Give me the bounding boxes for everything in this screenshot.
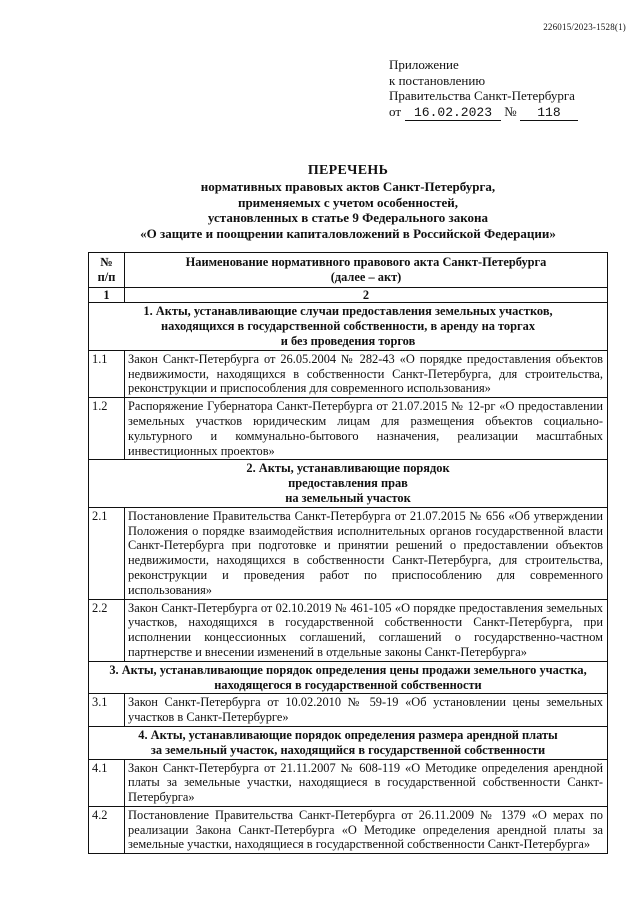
section-title-line: 1. Акты, устанавливающие случаи предоставления земельных участков,	[143, 304, 553, 319]
header-num-line2: п/п	[97, 269, 116, 284]
index-row	[89, 287, 608, 303]
table-row	[89, 759, 608, 806]
row-text: Закон Санкт-Петербурга от 02.10.2019 № 461-105 «О порядке предоставления земельных участков, находящихся в государственной собственности Санкт-Петербурга, при исполнении концессионных соглашений, соглашений о государственно-частном партнерстве и внесении изменений в отдельные законы Санкт-Петербурга»	[125, 599, 608, 661]
index-cell: 1	[89, 287, 125, 303]
table-row	[89, 599, 608, 661]
section-title-line: 4. Акты, устанавливающие порядок определения размера арендной платы	[138, 727, 558, 742]
section-title	[89, 460, 608, 507]
section-row	[89, 726, 608, 759]
title-line: установленных в статье 9 Федерального закона	[207, 210, 489, 226]
document-id: 226015/2023-1528(1)	[543, 22, 626, 32]
title-line: нормативных правовых актов Санкт-Петербурга,	[200, 179, 496, 195]
resolution-number: 118	[520, 105, 578, 122]
appendix-block	[389, 57, 578, 121]
section-title-line: на земельный участок	[285, 490, 411, 505]
section-title	[89, 726, 608, 759]
appendix-line: Приложение	[389, 57, 459, 72]
header-name	[125, 253, 608, 288]
title-line: «О защите и поощрении капиталовложений в Российской Федерации»	[140, 225, 556, 241]
section-title	[89, 661, 608, 694]
row-text: Распоряжение Губернатора Санкт-Петербурга от 21.07.2015 № 12-рг «О предоставлении земельных участков юридическим лицам для размещения объектов социально-культурного и коммунально-бытового назначения, реализации масштабных инвестиционных проектов»	[125, 398, 608, 460]
row-text: Закон Санкт-Петербурга от 10.02.2010 № 59-19 «Об установлении цены земельных участков в Санкт-Петербурге»	[125, 694, 608, 727]
section-row	[89, 661, 608, 694]
table-row	[89, 507, 608, 599]
section-title-line: находящегося в государственной собственности	[214, 677, 482, 692]
row-number: 4.2	[89, 806, 125, 853]
row-number: 4.1	[89, 759, 125, 806]
section-title-line: находящихся в государственной собственности, в аренду на торгах	[160, 319, 536, 334]
acts-table	[88, 252, 608, 854]
title-main: ПЕРЕЧЕНЬ	[307, 163, 389, 178]
resolution-date: 16.02.2023	[405, 105, 501, 122]
appendix-date-line	[389, 104, 578, 122]
row-number: 1.1	[89, 350, 125, 397]
date-prefix: от	[389, 103, 402, 119]
row-text: Постановление Правительства Санкт-Петербурга от 26.11.2009 № 1379 «О мерах по реализации Закона Санкт-Петербурга «О Методике определения арендной платы за земельные участки, находящиеся в государственной собственности Санкт-Петербурга»	[125, 806, 608, 853]
row-number: 1.2	[89, 398, 125, 460]
row-text: Закон Санкт-Петербурга от 21.11.2007 № 608-119 «О Методике определения арендной платы за земельные участки, находящиеся в государственной собственности Санкт-Петербурга»	[125, 759, 608, 806]
document-title	[88, 163, 608, 241]
section-row	[89, 460, 608, 507]
table-row	[89, 806, 608, 853]
row-number: 2.1	[89, 507, 125, 599]
row-number: 3.1	[89, 694, 125, 727]
appendix-line: к постановлению	[389, 72, 486, 88]
section-title-line: 3. Акты, устанавливающие порядок определения цены продажи земельного участка,	[109, 662, 587, 677]
row-text: Закон Санкт-Петербурга от 26.05.2004 № 282-43 «О порядке предоставления объектов недвижимости, находящихся в собственности Санкт-Петербурга, для строительства, реконструкции и приспособления для современного использования»	[125, 350, 608, 397]
title-line: применяемых с учетом особенностей,	[237, 194, 459, 210]
header-name-line2: (далее – акт)	[330, 269, 402, 284]
index-cell: 2	[125, 287, 608, 303]
table-row	[89, 350, 608, 397]
header-name-line1: Наименование нормативного правового акта Санкт-Петербурга	[185, 255, 547, 269]
row-number: 2.2	[89, 599, 125, 661]
table-row	[89, 398, 608, 460]
row-text: Постановление Правительства Санкт-Петербурга от 21.07.2015 № 656 «Об утверждении Положения о порядке взаимодействия исполнительных органов государственной власти Санкт-Петербурга при подготовке и принятии решений о предоставлении объектов недвижимости, находящихся в собственности Санкт-Петербурга, для строительства, реконструкции и проведения работ по приспособлению для современного использования»	[125, 507, 608, 599]
section-title-line: и без проведения торгов	[280, 333, 416, 348]
section-row	[89, 303, 608, 350]
table-header-row	[89, 253, 608, 288]
section-title-line: 2. Акты, устанавливающие порядок предоставления прав	[246, 461, 450, 491]
section-title-line: за земельный участок, находящийся в государственной собственности	[150, 742, 546, 757]
header-num	[89, 253, 125, 288]
appendix-line: Правительства Санкт-Петербурга	[389, 88, 575, 103]
header-num-line1: №	[100, 255, 113, 269]
section-title	[89, 303, 608, 350]
number-prefix: №	[504, 103, 517, 119]
table-row	[89, 694, 608, 727]
